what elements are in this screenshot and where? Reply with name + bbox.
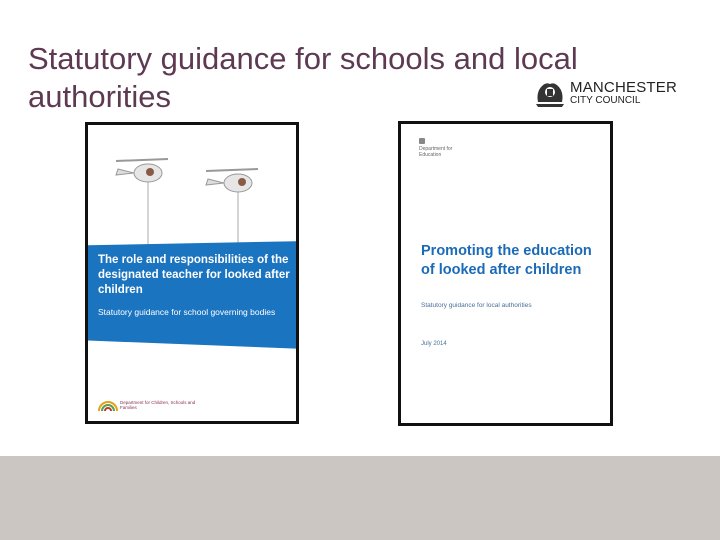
document-cover-designated-teacher	[85, 122, 299, 424]
rainbow-icon	[98, 400, 118, 412]
document-right-subtitle: Statutory guidance for local authorities	[421, 302, 532, 309]
publisher-name: Department for Children, Schools and Families	[120, 400, 196, 410]
logo-line-2: CITY COUNCIL	[570, 95, 641, 106]
footer-band	[0, 456, 720, 540]
helicopter-illustration	[108, 155, 288, 250]
department-name: Department for Education	[419, 146, 453, 158]
document-left-subtitle: Statutory guidance for school governing bodies	[98, 307, 276, 317]
logo-line-1: MANCHESTER	[570, 79, 678, 96]
publisher-logo	[98, 400, 198, 412]
coat-of-arms-icon	[534, 78, 566, 108]
document-left-title: The role and responsibilities of the designated teacher for looked after children	[98, 254, 290, 296]
document-cover-promoting-education	[398, 121, 613, 426]
department-label	[419, 146, 469, 158]
slide-title: Statutory guidance for schools and local authorities	[28, 41, 578, 114]
document-right-title: Promoting the education of looked after children	[421, 243, 592, 278]
manchester-city-council-logo	[534, 78, 678, 108]
document-right-date: July 2014	[421, 341, 447, 347]
crest-icon	[419, 138, 425, 144]
